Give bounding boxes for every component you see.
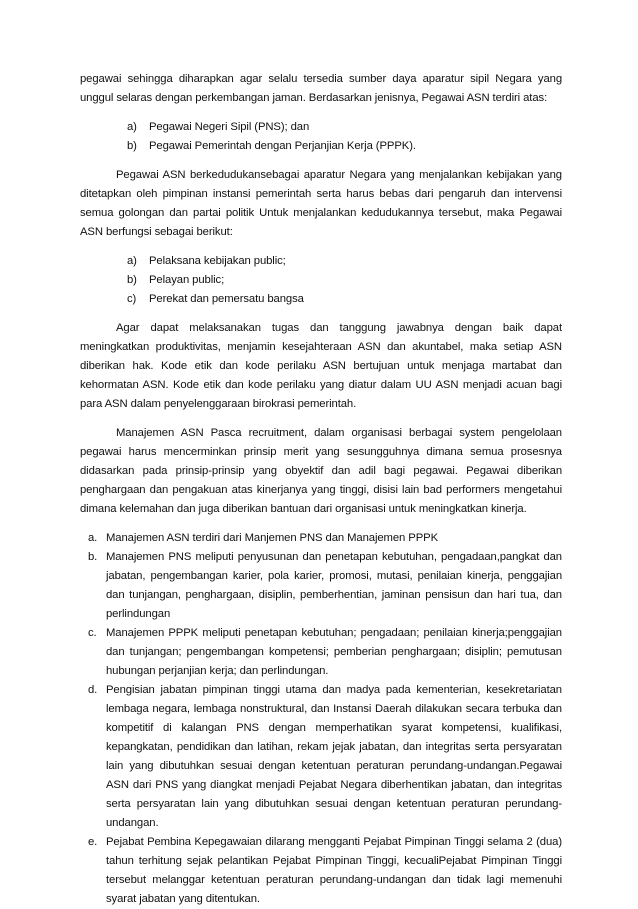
paragraph-position: Pegawai ASN berkedudukansebagai aparatur Negara yang menjalankan kebijakan yang ditetapkan oleh pimpinan instansi pemerintah serta harus bebas dari pengaruh dan intervensi semua golongan dan partai politik Untuk menjalankan kedudukannya tersebut, maka Pegawai ASN berfungsi sebagai berikut: — [80, 169, 562, 238]
asn-functions-list — [80, 252, 562, 309]
list-marker: b. — [88, 551, 98, 563]
list-marker: c. — [88, 627, 97, 639]
list-item — [127, 137, 562, 156]
list-item — [80, 548, 562, 624]
list-marker: a) — [127, 121, 137, 133]
list-item — [127, 118, 562, 137]
list-item — [80, 529, 562, 548]
list-item-text: Manajemen PPPK meliputi penetapan kebutuhan; pengadaan; penilaian kinerja;penggajian dan tunjangan; pengembangan kompetensi; pemberian penghargaan; disiplin; pemutusan hubungan perjanjian kerja; dan perlindungan. — [106, 627, 562, 677]
list-item — [127, 290, 562, 309]
document-page — [80, 70, 562, 909]
list-marker: e. — [88, 836, 98, 848]
list-item-text: Pelayan public; — [149, 274, 225, 286]
list-item-text: Pejabat Pembina Kepegawaian dilarang mengganti Pejabat Pimpinan Tinggi selama 2 (dua) tahun terhitung sejak pelantikan Pejabat Pimpinan Tinggi, kecualiPejabat Pimpinan Tinggi tersebut melanggar ketentuan peraturan perundang-undangan dan tidak lagi memenuhi syarat jabatan yang ditentukan. — [106, 836, 562, 905]
list-item-text: Pegawai Pemerintah dengan Perjanjian Kerja (PPPK). — [149, 140, 416, 152]
paragraph-management: Manajemen ASN Pasca recruitment, dalam organisasi berbagai system pengelolaan pegawai harus mencerminkan prinsip merit yang sesungguhnya dimana semua prosesnya didasarkan pada prinsip-prinsip yang obyektif dan adil bagi pegawai. Pegawai diberikan penghargaan dan pengakuan atas kinerjanya yang tinggi, disisi lain bad performers mengetahui dimana kelemahan dan juga diberikan bantuan dari organisasi untuk meningkatkan kinerja. — [80, 427, 562, 515]
paragraph-duties: Agar dapat melaksanakan tugas dan tanggung jawabnya dengan baik dapat meningkatkan produktivitas, menjamin kesejahteraan ASN dan akuntabel, maka setiap ASN diberikan hak. Kode etik dan kode perilaku ASN bertujuan untuk menjaga martabat dan kehormatan ASN. Kode etik dan kode perilaku yang diatur dalam UU ASN menjadi acuan bagi para ASN dalam penyelenggaraan birokrasi pemerintah. — [80, 322, 562, 410]
list-marker: d. — [88, 684, 98, 696]
list-item-text: Manajemen ASN terdiri dari Manjemen PNS dan Manajemen PPPK — [106, 532, 439, 544]
management-points-list — [80, 529, 562, 909]
list-item-text: Perekat dan pemersatu bangsa — [149, 293, 304, 305]
paragraph-intro: pegawai sehingga diharapkan agar selalu tersedia sumber daya aparatur sipil Negara yang unggul selaras dengan perkembangan jaman. Berdasarkan jenisnya, Pegawai ASN terdiri atas: — [80, 73, 562, 104]
list-marker: a) — [127, 255, 137, 267]
list-item-text: Pengisian jabatan pimpinan tinggi utama dan madya pada kementerian, kesekretariatan lembaga negara, lembaga nonstruktural, dan Instansi Daerah dilakukan secara terbuka dan kompetitif di kalangan PNS dengan memperhatikan syarat kompetensi, kualifikasi, kepangkatan, pendidikan dan latihan, rekam jejak jabatan, dan integritas serta persyaratan lain yang dibutuhkan sesuai dengan ketentuan peraturan perundang-undangan.Pegawai ASN dari PNS yang diangkat menjadi Pejabat Negara diberhentikan jabatan, dan integritas serta persyaratan lain yang dibutuhkan sesuai dengan ketentuan peraturan perundang-undangan. — [106, 684, 562, 829]
list-item — [80, 681, 562, 833]
list-item — [80, 833, 562, 909]
list-item — [127, 252, 562, 271]
list-marker: a. — [88, 532, 98, 544]
list-marker: b) — [127, 274, 137, 286]
list-item-text: Pelaksana kebijakan public; — [149, 255, 286, 267]
list-item-text: Pegawai Negeri Sipil (PNS); dan — [149, 121, 310, 133]
list-item — [127, 271, 562, 290]
list-marker: b) — [127, 140, 137, 152]
list-item-text: Manajemen PNS meliputi penyusunan dan penetapan kebutuhan, pengadaan,pangkat dan jabatan, pengembangan karier, pola karier, promosi, mutasi, penilaian kinerja, penggajian dan tunjangan, penghargaan, disiplin, pemberhentian, jaminan pensisun dan hari tua, dan perlindungan — [106, 551, 562, 620]
list-marker: c) — [127, 293, 137, 305]
asn-types-list — [80, 118, 562, 156]
list-item — [80, 624, 562, 681]
